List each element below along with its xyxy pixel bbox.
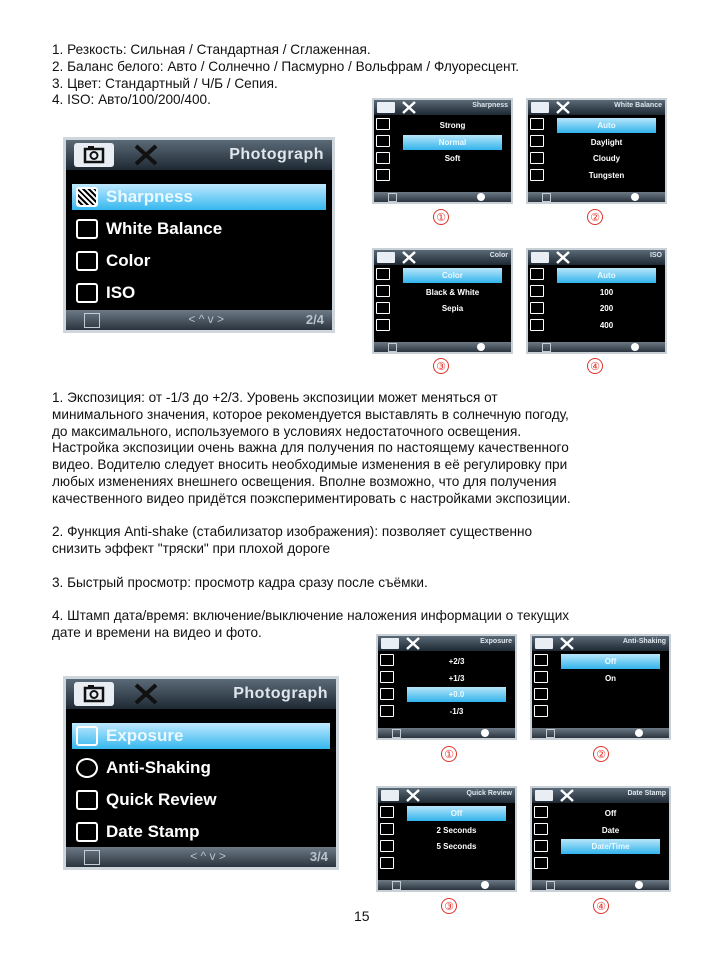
marker-2: ② xyxy=(593,746,609,762)
menu-item-white-balance[interactable] xyxy=(72,216,326,242)
awb-icon xyxy=(76,219,98,239)
submenu-title: ISO xyxy=(649,252,662,259)
page-indicator: 3/4 xyxy=(309,849,328,864)
tools-icon xyxy=(128,682,168,706)
anti-shaking-icon xyxy=(76,758,98,778)
settings-tab[interactable] xyxy=(128,143,168,167)
ok-icon[interactable] xyxy=(477,193,485,201)
camera-icon xyxy=(377,252,395,263)
back-icon[interactable] xyxy=(546,729,555,738)
tools-icon xyxy=(405,637,421,650)
text-line: 3. Цвет: Стандартный / Ч/Б / Сепия. xyxy=(52,75,278,91)
marker-2: ② xyxy=(587,209,603,225)
menu-item-label: White Balance xyxy=(106,219,223,238)
menu-item-label: Date Stamp xyxy=(106,822,200,841)
mode-title: Photograph xyxy=(233,685,328,702)
text-line: 4. ISO: Авто/100/200/400. xyxy=(52,92,211,108)
back-icon[interactable] xyxy=(388,193,397,202)
text-line: 3. Быстрый просмотр: просмотр кадра сразу после съёмки. xyxy=(52,574,428,590)
screen-topbar xyxy=(66,679,336,709)
menu-item-anti-shaking[interactable] xyxy=(72,755,330,781)
submenu-title: Date Stamp xyxy=(627,790,666,797)
option-sepia[interactable]: Sepia xyxy=(441,304,464,313)
option-date-time[interactable]: Date/Time xyxy=(561,839,660,854)
screen-bottombar xyxy=(66,847,336,867)
exposure-icon xyxy=(76,726,98,746)
option-minus-1-3[interactable]: -1/3 xyxy=(449,706,464,716)
text-line: 2. Баланс белого: Авто / Солнечно / Пасмурно / Вольфрам / Флуоресцент. xyxy=(52,58,520,74)
option-off[interactable]: Off xyxy=(604,809,617,818)
tools-icon xyxy=(128,143,168,167)
submenu-title: Anti-Shaking xyxy=(622,638,666,645)
option-color[interactable]: Color xyxy=(403,268,502,283)
ok-icon[interactable] xyxy=(635,729,643,737)
text-line: 1. Экспозиция: от -1/3 до +2/3. Уровень экспозиции может меняться от xyxy=(52,390,498,405)
menu-item-sharpness[interactable] xyxy=(72,184,326,210)
ok-icon[interactable] xyxy=(481,881,489,889)
ok-icon[interactable] xyxy=(481,729,489,737)
iso-icon xyxy=(76,283,98,303)
option-off[interactable]: Off xyxy=(407,806,506,821)
tools-icon xyxy=(559,789,575,802)
ok-icon[interactable] xyxy=(477,343,485,351)
menu-item-label: Quick Review xyxy=(106,790,217,809)
submenu-title: White Balance xyxy=(614,102,662,109)
ok-icon[interactable] xyxy=(631,193,639,201)
submenu-color xyxy=(372,248,513,354)
page-indicator: 2/4 xyxy=(305,312,324,327)
menu-item-label: Exposure xyxy=(106,726,184,745)
menu-item-quick-review[interactable] xyxy=(72,787,330,813)
settings-tab[interactable] xyxy=(128,682,168,706)
text-line: дате и времени на видео и фото. xyxy=(52,625,262,641)
option-200[interactable]: 200 xyxy=(599,304,614,313)
camera-icon xyxy=(381,790,399,801)
menu-item-label: Sharpness xyxy=(106,187,193,206)
text-line xyxy=(52,592,571,609)
quick-review-icon xyxy=(76,790,98,810)
camera-icon xyxy=(377,102,395,113)
text-line: минимального значения, которое рекомендуется выставлять в солнечную погоду, xyxy=(52,406,569,422)
submenu-title: Color xyxy=(489,252,508,259)
section2-text xyxy=(52,390,571,642)
text-line: Настройка экспозиции очень важна для получения по настоящему качественного xyxy=(52,440,569,456)
tools-icon xyxy=(401,251,417,264)
menu-item-iso[interactable] xyxy=(72,280,326,306)
submenu-white-balance xyxy=(526,98,667,204)
option-plus-2-3[interactable]: +2/3 xyxy=(448,657,465,666)
submenu-exposure xyxy=(376,634,517,740)
text-line: 4. Штамп дата/время: включение/выключение наложения информации о текущих xyxy=(52,608,570,624)
camera-menu-screen-1 xyxy=(63,137,335,333)
option-strong[interactable]: Strong xyxy=(439,121,466,130)
tools-icon xyxy=(401,101,417,114)
color-icon xyxy=(76,251,98,271)
text-line: снизить эффект "тряски" при плохой дороге xyxy=(52,541,331,557)
back-icon[interactable] xyxy=(388,343,397,352)
option-plus-1-3[interactable]: +1/3 xyxy=(448,673,465,683)
camera-icon xyxy=(74,682,114,706)
option-5-seconds[interactable]: 5 Seconds xyxy=(436,842,477,851)
ok-icon[interactable] xyxy=(631,343,639,351)
back-icon[interactable] xyxy=(546,881,555,890)
camera-icon xyxy=(535,638,553,649)
marker-3: ③ xyxy=(433,358,449,374)
option-100[interactable]: 100 xyxy=(599,287,614,297)
text-line: до максимального, используемого в условиях недостаточного освещения. xyxy=(52,423,522,439)
camera-icon xyxy=(381,638,399,649)
screen-bottombar xyxy=(66,310,332,330)
camera-icon xyxy=(74,143,114,167)
camera-icon xyxy=(531,102,549,113)
menu-item-label: Color xyxy=(106,251,151,270)
nav-arrows-icon: < ^ v > xyxy=(190,849,226,863)
option-date[interactable]: Date xyxy=(601,825,620,835)
tools-icon xyxy=(405,789,421,802)
submenu-anti-shaking xyxy=(530,634,671,740)
option-auto[interactable]: Auto xyxy=(557,268,656,283)
option-black-white[interactable]: Black & White xyxy=(425,287,480,297)
camera-icon xyxy=(531,252,549,263)
option-auto[interactable]: Auto xyxy=(557,118,656,133)
screen-topbar xyxy=(66,140,332,170)
mode-title: Photograph xyxy=(229,146,324,163)
option-cloudy[interactable]: Cloudy xyxy=(592,154,621,163)
option-2-seconds[interactable]: 2 Seconds xyxy=(436,825,477,835)
camera-tab[interactable] xyxy=(74,143,114,167)
back-icon[interactable] xyxy=(392,881,401,890)
text-line: видео. Водителю следует вносить необходимые изменения в её регулировку при xyxy=(52,457,568,473)
tools-icon xyxy=(555,251,571,264)
menu-item-label: ISO xyxy=(106,283,136,302)
text-line: качественного видео придётся поэкспериментировать с настройками экспозиции. xyxy=(52,490,571,506)
option-soft[interactable]: Soft xyxy=(444,154,461,163)
nav-arrows-icon: < ^ v > xyxy=(188,312,225,326)
submenu-date-stamp xyxy=(530,786,671,892)
back-icon[interactable] xyxy=(542,343,551,352)
text-line xyxy=(52,508,571,525)
calendar-icon xyxy=(76,822,98,842)
back-icon[interactable] xyxy=(84,313,100,328)
marker-3: ③ xyxy=(441,898,457,914)
submenu-title: Exposure xyxy=(480,638,512,645)
tools-icon xyxy=(559,637,575,650)
back-icon[interactable] xyxy=(392,729,401,738)
menu-item-exposure[interactable] xyxy=(72,723,330,749)
option-normal[interactable]: Normal xyxy=(403,135,502,150)
submenu-quick-review xyxy=(376,786,517,892)
menu-item-color[interactable] xyxy=(72,248,326,274)
option-400[interactable]: 400 xyxy=(599,320,614,330)
text-line: 2. Функция Anti-shake (стабилизатор изображения): позволяет существенно xyxy=(52,524,533,540)
camera-menu-screen-2 xyxy=(63,676,339,870)
camera-icon xyxy=(535,790,553,801)
sharpness-icon xyxy=(76,187,98,207)
text-line xyxy=(52,558,571,575)
marker-1: ① xyxy=(441,746,457,762)
option-daylight[interactable]: Daylight xyxy=(590,137,623,147)
submenu-title: Sharpness xyxy=(472,102,508,109)
marker-4: ④ xyxy=(587,358,603,374)
page-number: 15 xyxy=(354,908,370,924)
menu-item-date-stamp[interactable] xyxy=(72,819,330,845)
text-line: 1. Резкость: Сильная / Стандартная / Сглаженная. xyxy=(52,42,371,57)
marker-1: ① xyxy=(433,209,449,225)
submenu-iso xyxy=(526,248,667,354)
back-icon[interactable] xyxy=(542,193,551,202)
back-icon[interactable] xyxy=(84,850,100,865)
ok-icon[interactable] xyxy=(635,881,643,889)
menu-item-label: Anti-Shaking xyxy=(106,758,211,777)
tools-icon xyxy=(555,101,571,114)
option-tungsten[interactable]: Tungsten xyxy=(588,170,625,180)
submenu-title: Quick Review xyxy=(466,790,512,797)
option-on[interactable]: On xyxy=(604,673,617,683)
camera-tab[interactable] xyxy=(74,682,114,706)
marker-4: ④ xyxy=(593,898,609,914)
option-zero[interactable]: +0.0 xyxy=(407,687,506,702)
submenu-sharpness xyxy=(372,98,513,204)
text-line: любых изменениях внешнего освещения. Вполне возможно, что для получения xyxy=(52,473,557,489)
option-off[interactable]: Off xyxy=(561,654,660,669)
